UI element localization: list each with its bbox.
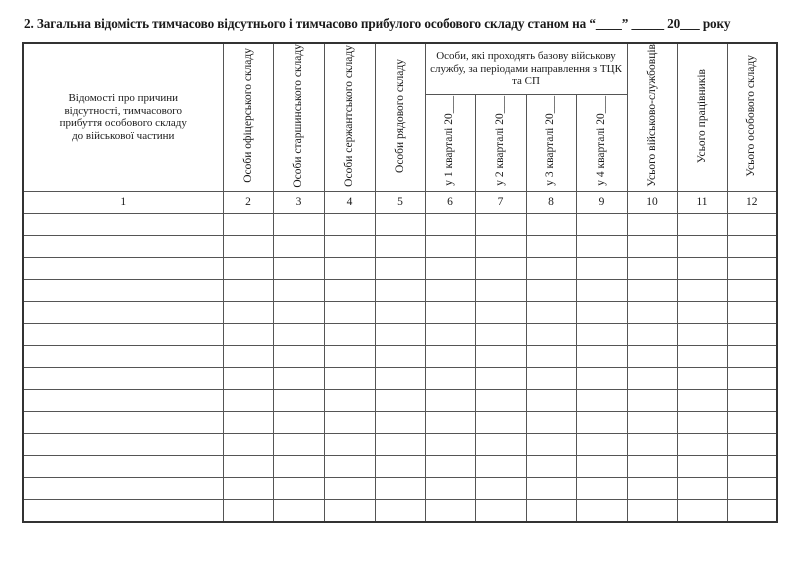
column-number: 2 [223, 191, 273, 213]
table-cell[interactable] [23, 279, 223, 301]
table-cell[interactable] [273, 279, 324, 301]
table-cell[interactable] [727, 367, 777, 389]
table-cell[interactable] [627, 345, 677, 367]
table-cell[interactable] [425, 411, 475, 433]
table-cell[interactable] [23, 213, 223, 235]
header-q4: у 4 кварталі 20___ [576, 95, 627, 192]
table-row [23, 257, 777, 279]
table-cell[interactable] [223, 213, 273, 235]
table-cell[interactable] [23, 323, 223, 345]
table-cell[interactable] [475, 499, 526, 522]
table-cell[interactable] [23, 345, 223, 367]
table-cell[interactable] [324, 477, 375, 499]
table-cell[interactable] [526, 389, 576, 411]
column-number: 10 [627, 191, 677, 213]
table-cell[interactable] [526, 433, 576, 455]
table-cell[interactable] [576, 367, 627, 389]
column-number: 11 [677, 191, 727, 213]
table-cell[interactable] [727, 279, 777, 301]
table-cell[interactable] [576, 235, 627, 257]
table-cell[interactable] [727, 477, 777, 499]
table-cell[interactable] [273, 345, 324, 367]
table-cell[interactable] [526, 367, 576, 389]
table-cell[interactable] [324, 257, 375, 279]
table-cell[interactable] [677, 499, 727, 522]
table-row [23, 301, 777, 323]
table-cell[interactable] [475, 235, 526, 257]
table-cell[interactable] [475, 433, 526, 455]
table-cell[interactable] [273, 367, 324, 389]
table-cell[interactable] [727, 411, 777, 433]
table-cell[interactable] [223, 477, 273, 499]
form-title: 2. Загальна відомість тимчасово відсутнього і тимчасово прибулого особового складу станом на “____” _____ 20___ року [24, 16, 731, 31]
table-cell[interactable] [677, 455, 727, 477]
table-row [23, 345, 777, 367]
table-cell[interactable] [375, 257, 425, 279]
table-cell[interactable] [627, 411, 677, 433]
table-cell[interactable] [677, 213, 727, 235]
column-number: 6 [425, 191, 475, 213]
table-cell[interactable] [273, 389, 324, 411]
table-cell[interactable] [375, 389, 425, 411]
table-cell[interactable] [23, 499, 223, 522]
table-cell[interactable] [324, 323, 375, 345]
table-cell[interactable] [475, 477, 526, 499]
table-cell[interactable] [677, 433, 727, 455]
column-number: 4 [324, 191, 375, 213]
table-cell[interactable] [324, 367, 375, 389]
table-cell[interactable] [23, 411, 223, 433]
table-cell[interactable] [526, 301, 576, 323]
column-number: 5 [375, 191, 425, 213]
table-cell[interactable] [375, 345, 425, 367]
table-cell[interactable] [475, 389, 526, 411]
table-cell[interactable] [223, 323, 273, 345]
table-cell[interactable] [223, 345, 273, 367]
table-cell[interactable] [375, 301, 425, 323]
table-cell[interactable] [627, 213, 677, 235]
table-cell[interactable] [324, 455, 375, 477]
table-cell[interactable] [677, 235, 727, 257]
table-row [23, 235, 777, 257]
table-cell[interactable] [223, 279, 273, 301]
table-cell[interactable] [727, 235, 777, 257]
table-cell[interactable] [23, 301, 223, 323]
table-cell[interactable] [627, 477, 677, 499]
table-row [23, 279, 777, 301]
table-cell[interactable] [375, 213, 425, 235]
header-privates: Особи рядового складу [375, 43, 425, 191]
column-number: 1 [23, 191, 223, 213]
table-cell[interactable] [273, 477, 324, 499]
header-officers: Особи офіцерського складу [223, 43, 273, 191]
header-total-servicemen: Усього військово-службовців [627, 43, 677, 191]
header-basic-service-group: Особи, які проходять базову військову службу, за періодами направлення з ТЦК та СП [425, 43, 627, 95]
table-cell[interactable] [526, 235, 576, 257]
table-cell[interactable] [223, 499, 273, 522]
table-row [23, 499, 777, 522]
column-number-row [23, 191, 777, 213]
table-cell[interactable] [425, 455, 475, 477]
table-cell[interactable] [677, 257, 727, 279]
table-cell[interactable] [677, 345, 727, 367]
table-cell[interactable] [526, 499, 576, 522]
table-row [23, 477, 777, 499]
table-cell[interactable] [273, 213, 324, 235]
table-cell[interactable] [526, 279, 576, 301]
table-cell[interactable] [223, 257, 273, 279]
table-cell[interactable] [677, 301, 727, 323]
table-cell[interactable] [223, 389, 273, 411]
personnel-table [22, 42, 778, 523]
table-cell[interactable] [526, 323, 576, 345]
table-cell[interactable] [425, 323, 475, 345]
table-cell[interactable] [677, 389, 727, 411]
table-row [23, 389, 777, 411]
column-number: 8 [526, 191, 576, 213]
table-cell[interactable] [526, 455, 576, 477]
table-row [23, 213, 777, 235]
table-cell[interactable] [475, 301, 526, 323]
table-cell[interactable] [627, 279, 677, 301]
table-cell[interactable] [324, 301, 375, 323]
table-cell[interactable] [273, 499, 324, 522]
table-cell[interactable] [23, 367, 223, 389]
table-cell[interactable] [475, 279, 526, 301]
table-row [23, 455, 777, 477]
table-cell[interactable] [425, 389, 475, 411]
table-cell[interactable] [324, 213, 375, 235]
table-cell[interactable] [324, 345, 375, 367]
table-cell[interactable] [727, 499, 777, 522]
table-cell[interactable] [475, 257, 526, 279]
header-q2: у 2 кварталі 20___ [475, 95, 526, 192]
table-cell[interactable] [677, 477, 727, 499]
table-cell[interactable] [375, 235, 425, 257]
table-cell[interactable] [273, 411, 324, 433]
header-sergeants: Особи сержантського складу [324, 43, 375, 191]
table-cell[interactable] [23, 433, 223, 455]
table-cell[interactable] [576, 433, 627, 455]
table-cell[interactable] [273, 323, 324, 345]
table-cell[interactable] [627, 389, 677, 411]
table-cell[interactable] [727, 389, 777, 411]
column-number: 3 [273, 191, 324, 213]
table-cell[interactable] [627, 257, 677, 279]
header-q1: у 1 кварталі 20___ [425, 95, 475, 192]
table-cell[interactable] [576, 477, 627, 499]
table-cell[interactable] [273, 455, 324, 477]
table-cell[interactable] [425, 367, 475, 389]
table-cell[interactable] [223, 455, 273, 477]
table-cell[interactable] [273, 433, 324, 455]
table-cell[interactable] [425, 499, 475, 522]
table-cell[interactable] [425, 433, 475, 455]
table-cell[interactable] [375, 477, 425, 499]
table-cell[interactable] [273, 257, 324, 279]
table-cell[interactable] [223, 301, 273, 323]
table-cell[interactable] [627, 323, 677, 345]
header-total-personnel: Усього особового складу [727, 43, 777, 191]
table-cell[interactable] [223, 235, 273, 257]
column-number: 9 [576, 191, 627, 213]
table-cell[interactable] [627, 455, 677, 477]
table-cell[interactable] [526, 345, 576, 367]
table-cell[interactable] [576, 455, 627, 477]
table-cell[interactable] [375, 499, 425, 522]
header-sergeants-senior: Особи старшинського складу [273, 43, 324, 191]
header-q3: у 3 кварталі 20___ [526, 95, 576, 192]
table-cell[interactable] [627, 433, 677, 455]
table-cell[interactable] [576, 389, 627, 411]
table-cell[interactable] [375, 433, 425, 455]
table-cell[interactable] [23, 389, 223, 411]
table-cell[interactable] [23, 477, 223, 499]
table-cell[interactable] [223, 411, 273, 433]
table-cell[interactable] [627, 367, 677, 389]
blank-rows [23, 213, 777, 522]
table-cell[interactable] [677, 411, 727, 433]
table-row [23, 323, 777, 345]
table-cell[interactable] [576, 301, 627, 323]
table-cell[interactable] [475, 367, 526, 389]
table-cell[interactable] [223, 433, 273, 455]
table-cell[interactable] [576, 257, 627, 279]
table-cell[interactable] [576, 345, 627, 367]
table-cell[interactable] [576, 323, 627, 345]
table-cell[interactable] [727, 323, 777, 345]
table-cell[interactable] [627, 235, 677, 257]
table-cell[interactable] [576, 411, 627, 433]
table-cell[interactable] [375, 367, 425, 389]
table-cell[interactable] [475, 323, 526, 345]
table-row [23, 367, 777, 389]
column-number: 12 [727, 191, 777, 213]
table-cell[interactable] [425, 279, 475, 301]
table-cell[interactable] [727, 345, 777, 367]
table-cell[interactable] [375, 455, 425, 477]
table-cell[interactable] [576, 279, 627, 301]
table-cell[interactable] [727, 433, 777, 455]
table-cell[interactable] [475, 455, 526, 477]
column-number: 7 [475, 191, 526, 213]
table-row [23, 433, 777, 455]
table-cell[interactable] [526, 213, 576, 235]
table-cell[interactable] [23, 455, 223, 477]
table-cell[interactable] [526, 257, 576, 279]
table-cell[interactable] [273, 301, 324, 323]
table-cell[interactable] [627, 499, 677, 522]
table-cell[interactable] [324, 389, 375, 411]
header-total-workers: Усього працівників [677, 43, 727, 191]
table-cell[interactable] [425, 477, 475, 499]
table-cell[interactable] [324, 433, 375, 455]
table-cell[interactable] [475, 213, 526, 235]
table-cell[interactable] [727, 455, 777, 477]
table-cell[interactable] [324, 499, 375, 522]
table-cell[interactable] [677, 323, 727, 345]
table-cell[interactable] [375, 279, 425, 301]
table-cell[interactable] [375, 323, 425, 345]
table-cell[interactable] [425, 301, 475, 323]
table-cell[interactable] [677, 279, 727, 301]
table-cell[interactable] [23, 257, 223, 279]
table-cell[interactable] [576, 213, 627, 235]
table-cell[interactable] [425, 345, 475, 367]
header-reasons: Відомості про причини відсутності, тимчасового прибуття особового складу до військової частини [23, 43, 223, 191]
table-cell[interactable] [223, 367, 273, 389]
table-cell[interactable] [425, 257, 475, 279]
table-cell[interactable] [727, 301, 777, 323]
table-cell[interactable] [727, 213, 777, 235]
table-cell[interactable] [576, 499, 627, 522]
table-cell[interactable] [425, 235, 475, 257]
table-cell[interactable] [727, 257, 777, 279]
table-cell[interactable] [324, 411, 375, 433]
table-cell[interactable] [324, 279, 375, 301]
table-cell[interactable] [526, 477, 576, 499]
table-cell[interactable] [677, 367, 727, 389]
table-row [23, 411, 777, 433]
table-cell[interactable] [23, 235, 223, 257]
table-cell[interactable] [526, 411, 576, 433]
table-cell[interactable] [627, 301, 677, 323]
table-cell[interactable] [475, 345, 526, 367]
table-cell[interactable] [475, 411, 526, 433]
table-cell[interactable] [324, 235, 375, 257]
table-cell[interactable] [375, 411, 425, 433]
table-cell[interactable] [425, 213, 475, 235]
table-cell[interactable] [273, 235, 324, 257]
